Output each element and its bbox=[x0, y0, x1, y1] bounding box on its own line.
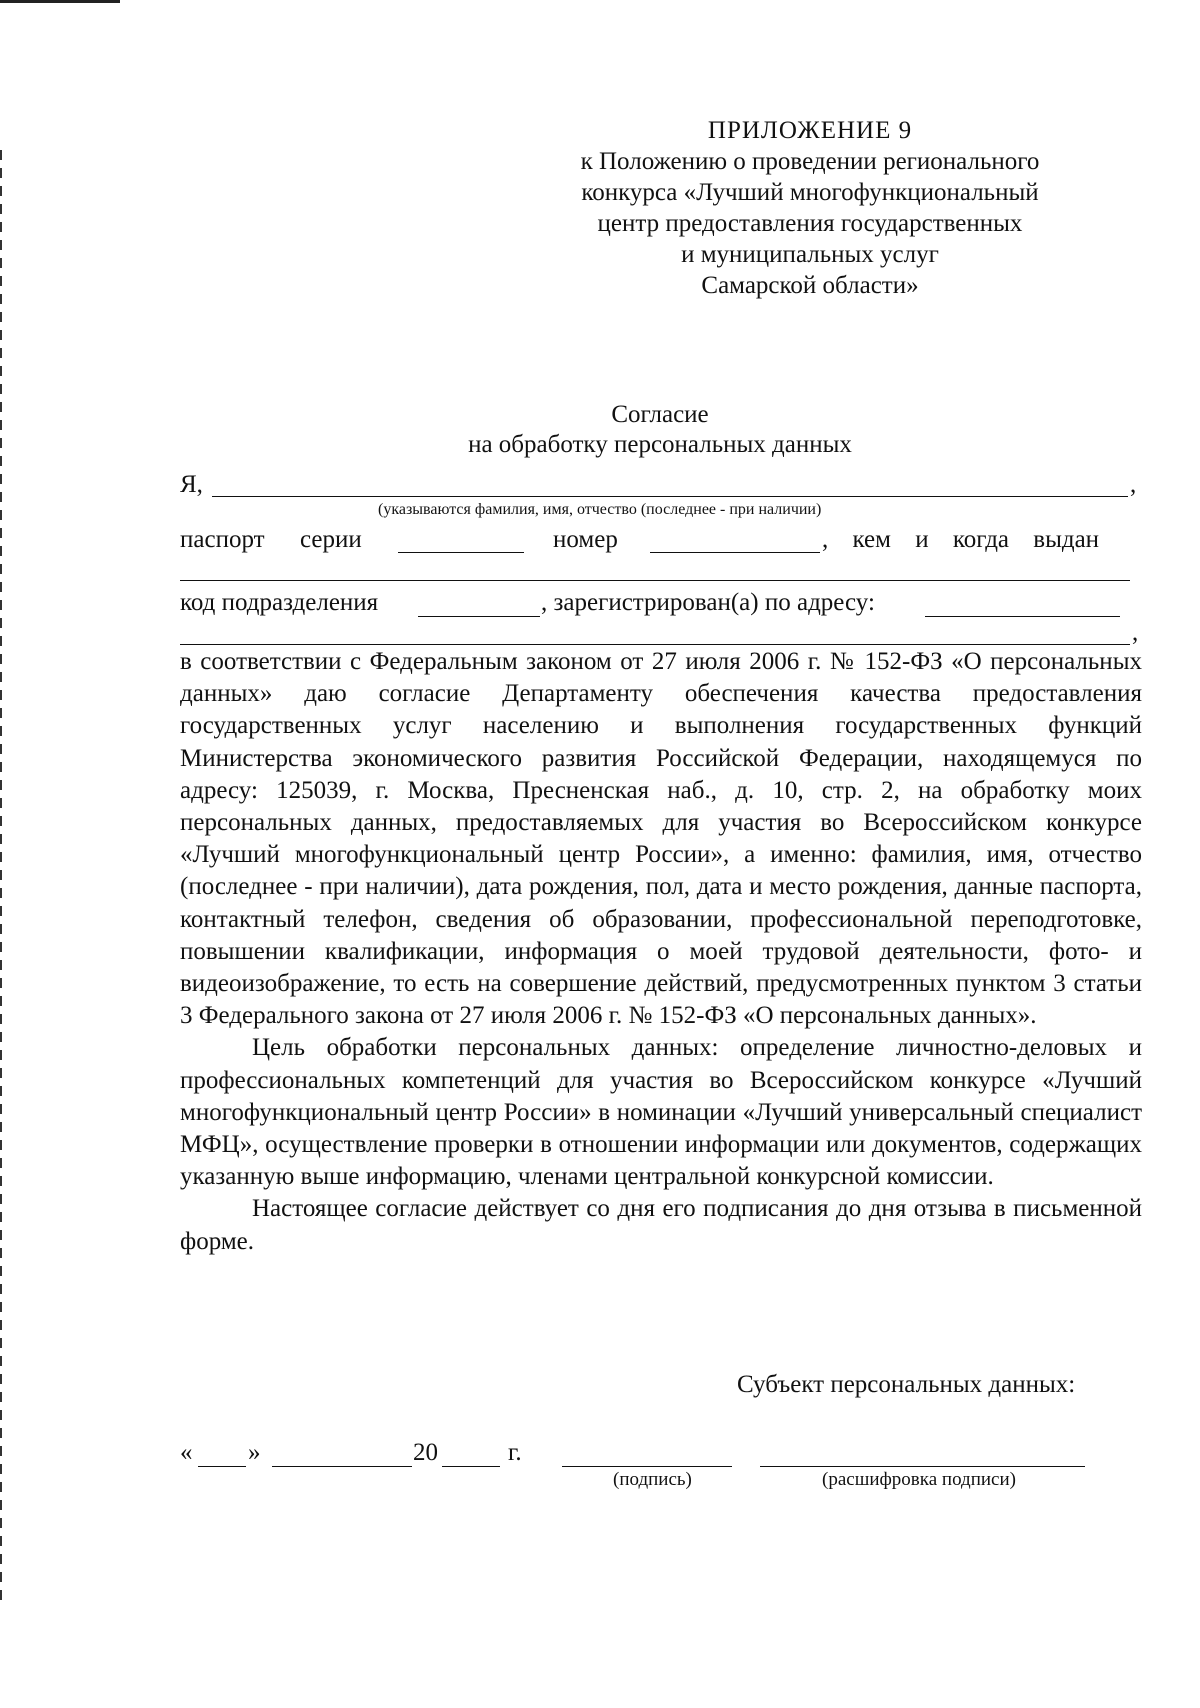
month-blank[interactable] bbox=[272, 1466, 412, 1467]
number-blank[interactable] bbox=[650, 552, 820, 553]
year-suffix: г. bbox=[508, 1439, 522, 1466]
appendix-heading: ПРИЛОЖЕНИЕ 9 bbox=[707, 117, 913, 144]
signature-hint: (подпись) bbox=[613, 1469, 692, 1490]
document-title bbox=[280, 400, 1040, 460]
address-blank-2[interactable] bbox=[180, 644, 1130, 645]
passport-label: паспорт bbox=[180, 526, 265, 553]
year-prefix: 20 bbox=[413, 1439, 438, 1466]
consent-paragraph-1: в соответствии с Федеральным законом от 27 июля 2006 г. № 152-ФЗ «О персональных данных» даю согласие Департаменту обеспечения качества предоставления государственных услуг населению и выполнения государственных функций Министерства экономического развития Российской Федерации, находящемуся по адресу: 125039, г. Москва, Пресненская наб., д. 10, стр. 2, на обработку моих персональных данных, предоставляемых для участия во Всероссийском конкурсе «Лучший многофункциональный центр России», а именно: фамилия, имя, отчество (последнее - при наличии), дата рождения, пол, дата и место рождения, данные паспорта, контактный телефон, сведения об образовании, профессиональной переподготовке, повышении квалификации, информация о моей трудовой деятельности, фото- и видеоизображение, то есть на совершение действий, предусмотренных пунктом 3 статьи 3 Федерального закона от 27 июля 2006 г. № 152-ФЗ «О персональных данных». bbox=[180, 648, 1142, 1030]
fio-hint: (указываются фамилия, имя, отчество (последнее - при наличии) bbox=[378, 501, 822, 518]
signature-blank[interactable] bbox=[562, 1466, 732, 1467]
appendix-line: конкурса «Лучший многофункциональный bbox=[581, 179, 1039, 206]
scan-left-edge bbox=[0, 150, 2, 1600]
title-line-2: на обработку персональных данных bbox=[468, 431, 852, 458]
day-blank[interactable] bbox=[198, 1466, 246, 1467]
title-line-1: Согласие bbox=[611, 401, 709, 428]
date-quote-close: » bbox=[248, 1439, 261, 1466]
registered-label: , зарегистрирован(а) по адресу: bbox=[541, 589, 875, 616]
appendix-header bbox=[530, 115, 1090, 301]
series-label: серии bbox=[300, 526, 362, 553]
division-label: код подразделения bbox=[180, 589, 379, 616]
appendix-line: Самарской области» bbox=[701, 272, 919, 299]
issued-blank[interactable] bbox=[180, 580, 1130, 581]
consent-paragraph-2: Цель обработки персональных данных: определение личностно-деловых и профессиональных компетенций для участия во Всероссийском конкурсе «Лучший многофункциональный центр России» в номинации «Лучший универсальный специалист МФЦ», осуществление проверки в отношении информации или документов, содержащих указанную выше информацию, членами центральной конкурсной комиссии. bbox=[180, 1034, 1142, 1191]
scan-edge-mark bbox=[0, 0, 120, 3]
appendix-line: и муниципальных услуг bbox=[681, 241, 939, 268]
consent-paragraph-3: Настоящее согласие действует со дня его подписания до дня отзыва в письменной форме. bbox=[180, 1195, 1142, 1255]
decoding-hint: (расшифровка подписи) bbox=[822, 1469, 1016, 1490]
date-quote-open: « bbox=[180, 1439, 193, 1466]
address-comma: , bbox=[1132, 619, 1139, 646]
subject-label: Субъект персональных данных: bbox=[737, 1371, 1076, 1398]
decoding-blank[interactable] bbox=[760, 1466, 1085, 1467]
number-label: номер bbox=[553, 526, 618, 553]
year-blank[interactable] bbox=[442, 1466, 500, 1467]
fio-comma: , bbox=[1130, 471, 1137, 498]
appendix-line: центр предоставления государственных bbox=[597, 210, 1023, 237]
series-blank[interactable] bbox=[398, 552, 524, 553]
issued-label: , кем и когда выдан bbox=[822, 526, 1100, 553]
ya-label: Я, bbox=[180, 471, 203, 498]
appendix-line: к Положению о проведении регионального bbox=[580, 148, 1040, 175]
address-blank[interactable] bbox=[925, 616, 1120, 617]
consent-body bbox=[180, 646, 1142, 1258]
division-blank[interactable] bbox=[418, 616, 540, 617]
fio-blank[interactable] bbox=[212, 496, 1128, 497]
